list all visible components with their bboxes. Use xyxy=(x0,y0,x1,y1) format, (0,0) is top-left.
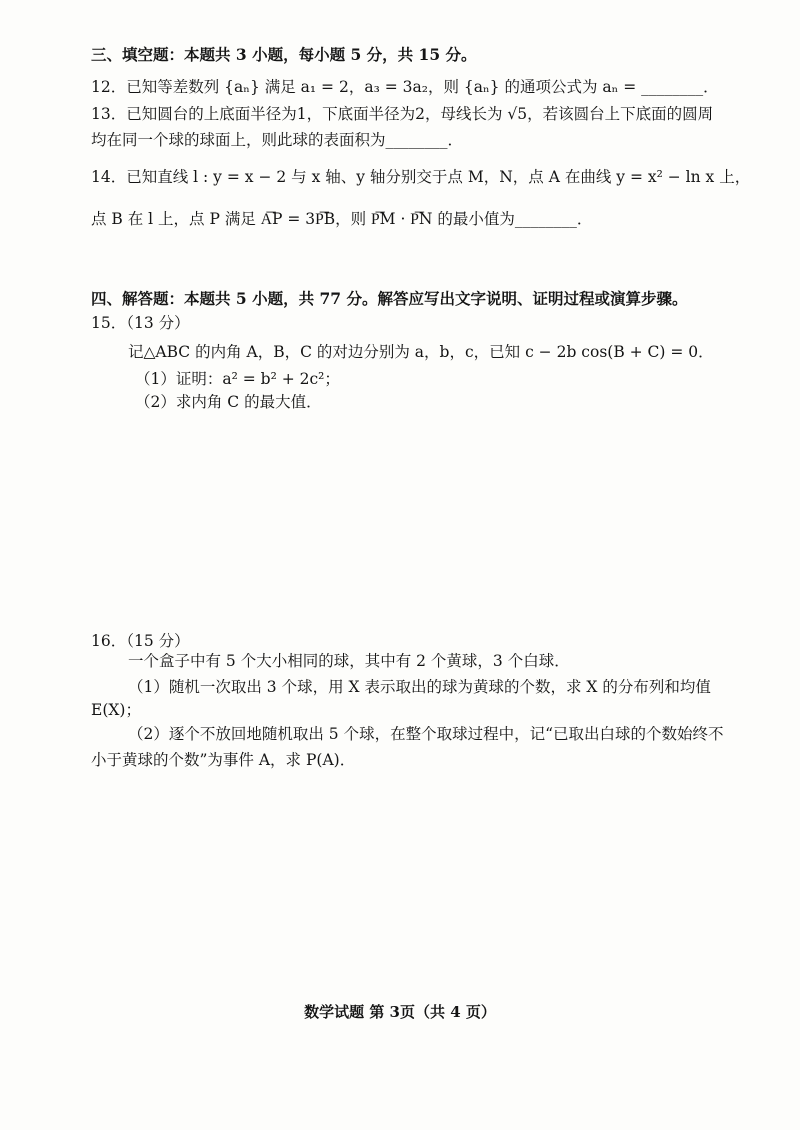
section3-header: 三、填空题：本题共 3 小题，每小题 5 分，共 15 分。 xyxy=(91,45,477,64)
question-15-part2: （2）求内角 C 的最大值． xyxy=(135,393,322,411)
question-16-stem: 一个盒子中有 5 个大小相同的球，其中有 2 个黄球，3 个白球． xyxy=(128,652,570,670)
question-15-stem: 记△ABC 的内角 A，B，C 的对边分别为 a，b，c，已知 c − 2b cos(B + C) = 0． xyxy=(128,343,714,361)
question-16-part1-line2: E(X)； xyxy=(91,701,141,719)
question-14-line1: 14．已知直线 l : y = x − 2 与 x 轴、y 轴分别交于点 M，N，点 A 在曲线 y = x² − ln x 上， xyxy=(91,168,751,186)
section4-header: 四、解答题：本题共 5 小题，共 77 分。解答应写出文字说明、证明过程或演算步骤。 xyxy=(91,289,688,308)
page-footer: 数学试题 第 3页（共 4 页） xyxy=(304,1003,496,1021)
question-16-part2-line2: 小于黄球的个数”为事件 A，求 P(A)． xyxy=(91,751,356,769)
question-16-number: 16．（15 分） xyxy=(91,632,190,650)
question-13-line1: 13．已知圆台的上底面半径为1，下底面半径为2，母线长为 √5，若该圆台上下底面的圆周 xyxy=(91,105,714,123)
question-15-number: 15．（13 分） xyxy=(91,314,190,332)
question-13-line2: 均在同一个球的球面上，则此球的表面积为________． xyxy=(91,131,464,149)
question-15-part1: （1）证明：a² = b² + 2c²； xyxy=(135,370,340,388)
question-12: 12．已知等差数列 {aₙ} 满足 a₁ = 2，a₃ = 3a₂，则 {aₙ} 的通项公式为 aₙ = ________． xyxy=(91,78,719,96)
question-14-line2: 点 B 在 l 上，点 P 满足 A͞P = 3P͞B，则 P͞M · P͞N 的最小值为________． xyxy=(91,210,593,228)
question-16-part2-line1: （2）逐个不放回地随机取出 5 个球，在整个取球过程中，记“已取出白球的个数始终不 xyxy=(128,725,724,743)
question-16-part1-line1: （1）随机一次取出 3 个球，用 X 表示取出的球为黄球的个数，求 X 的分布列和均值 xyxy=(128,678,711,696)
